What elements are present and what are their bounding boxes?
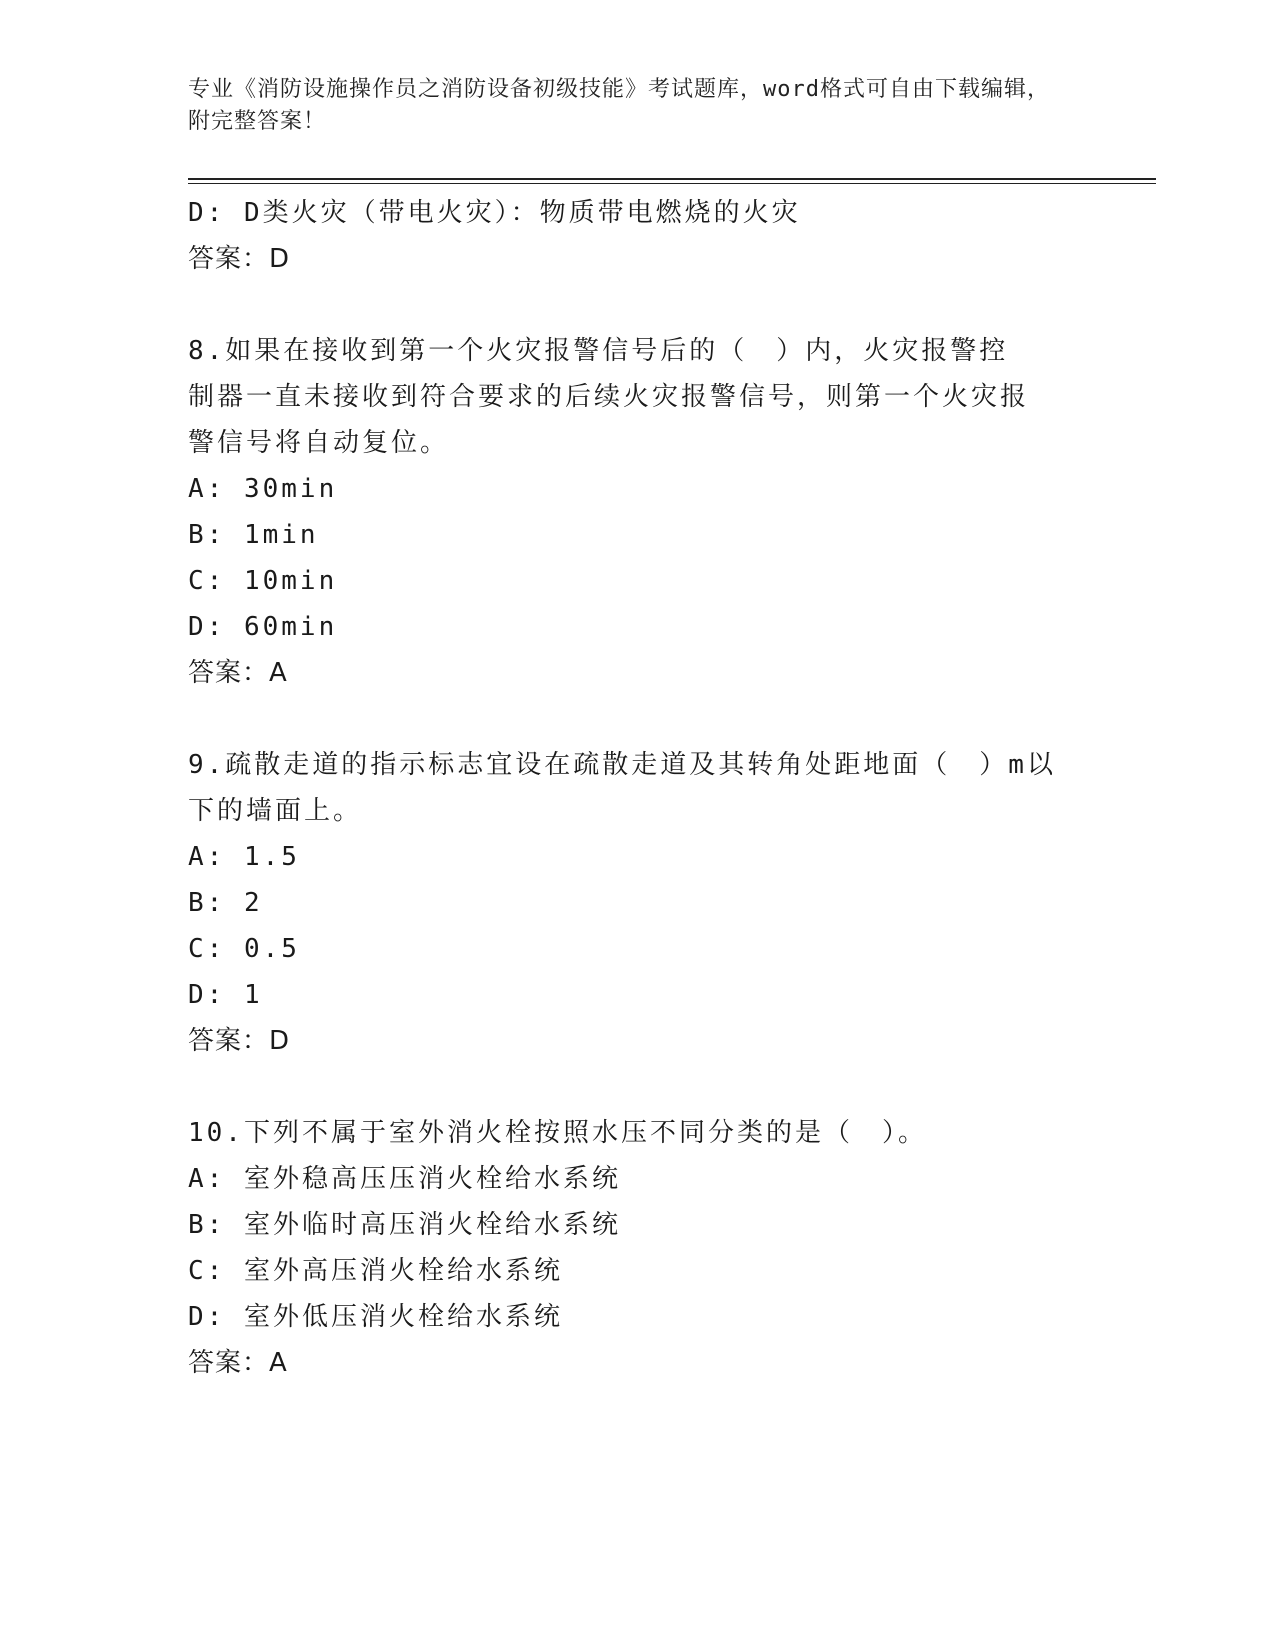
option-c: C: 0.5 [188, 934, 300, 964]
question-10 [188, 1110, 1088, 1386]
question-text: 9.疏散走道的指示标志宜设在疏散走道及其转角处距地面（ ）m以下的墙面上。 [188, 750, 1056, 826]
option-b: B: 1min [188, 520, 319, 550]
option-a: A: 室外稳高压压消火栓给水系统 [188, 1164, 621, 1194]
option-c: C: 室外高压消火栓给水系统 [188, 1256, 563, 1286]
option-d: D: 1 [188, 980, 263, 1010]
answer: 答案：D [188, 1026, 291, 1056]
prev-answer: 答案：D [188, 244, 291, 274]
question-text: 8.如果在接收到第一个火灾报警信号后的（ ）内，火灾报警控制器一直未接收到符合要求的后续火灾报警信号，则第一个火灾报警信号将自动复位。 [188, 336, 1030, 458]
question-list [188, 190, 1088, 1386]
option-d: D: 室外低压消火栓给水系统 [188, 1302, 563, 1332]
header-divider-thick [188, 178, 1156, 180]
option-b: B: 2 [188, 888, 263, 918]
answer: 答案：A [188, 1348, 288, 1378]
option-d: D: 60min [188, 612, 338, 642]
answer: 答案：A [188, 658, 288, 688]
option-b: B: 室外临时高压消火栓给水系统 [188, 1210, 621, 1240]
option-c: C: 10min [188, 566, 338, 596]
question-8 [188, 328, 1088, 696]
page-header: 专业《消防设施操作员之消防设备初级技能》考试题库，word格式可自由下载编辑，附完整答案！ [188, 77, 1050, 134]
header-divider-thin [188, 183, 1156, 184]
question-9 [188, 742, 1088, 1064]
option-a: A: 1.5 [188, 842, 300, 872]
question-text: 10.下列不属于室外消火栓按照水压不同分类的是（ ）。 [188, 1118, 927, 1148]
option-a: A: 30min [188, 474, 338, 504]
prev-option-d: D: D类火灾（带电火灾）：物质带电燃烧的火灾 [188, 198, 801, 228]
